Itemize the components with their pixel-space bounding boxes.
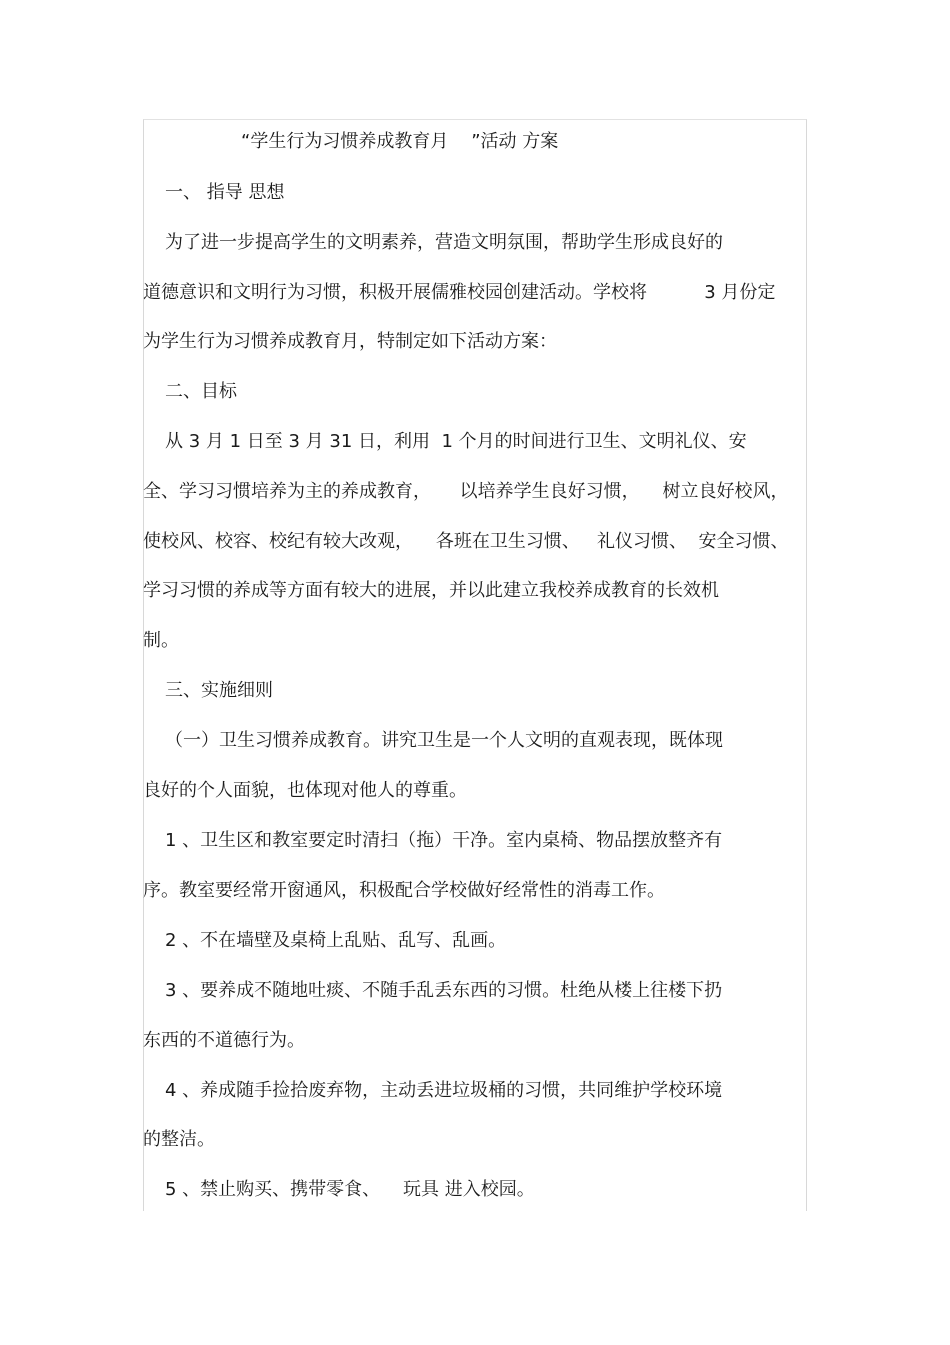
- list-item: 1 、卫生区和教室要定时清扫（拖）干净。室内桌椅、物品摆放整齐有: [165, 830, 723, 851]
- heading-guiding-thought: 一、 指导 思想: [165, 182, 285, 203]
- paragraph-line: 序。教室要经常开窗通风，积极配合学校做好经常性的消毒工作。: [143, 880, 665, 901]
- list-item: 5 、禁止购买、携带零食、 玩具 进入校园。: [165, 1179, 535, 1200]
- paragraph-line: （一）卫生习惯养成教育。讲究卫生是一个人文明的直观表现，既体现: [165, 730, 723, 751]
- paragraph-line: 为了进一步提高学生的文明素养，营造文明氛围，帮助学生形成良好的: [165, 232, 723, 253]
- paragraph-line: 道德意识和文明行为习惯，积极开展儒雅校园创建活动。学校将 3 月份定: [143, 282, 776, 303]
- paragraph-line: 使校风、校容、校纪有较大改观， 各班在卫生习惯、 礼仪习惯、 安全习惯、: [143, 531, 789, 552]
- heading-implementation: 三、实施细则: [165, 680, 273, 701]
- paragraph-line: 的整洁。: [143, 1129, 215, 1150]
- paragraph-line: 为学生行为习惯养成教育月，特制定如下活动方案：: [143, 331, 557, 352]
- list-item: 4 、养成随手捡拾废弃物，主动丢进垃圾桶的习惯，共同维护学校环境: [165, 1080, 723, 1101]
- paragraph-line: 学习习惯的养成等方面有较大的进展，并以此建立我校养成教育的长效机: [143, 580, 719, 601]
- paragraph-line: 良好的个人面貌，也体现对他人的尊重。: [143, 780, 467, 801]
- list-item: 2 、不在墙壁及桌椅上乱贴、乱写、乱画。: [165, 930, 507, 951]
- paragraph-line: 从 3 月 1 日至 3 月 31 日，利用 1 个月的时间进行卫生、文明礼仪、安: [165, 431, 747, 452]
- document-title: “学生行为习惯养成教育月 ”活动 方案: [241, 131, 559, 152]
- paragraph-line: 制。: [143, 630, 179, 651]
- list-item: 3 、要养成不随地吐痰、不随手乱丢东西的习惯。杜绝从楼上往楼下扔: [165, 980, 723, 1001]
- heading-goal: 二、目标: [165, 381, 237, 402]
- paragraph-line: 东西的不道德行为。: [143, 1030, 305, 1051]
- paragraph-line: 全、学习习惯培养为主的养成教育， 以培养学生良好习惯， 树立良好校风，: [143, 481, 789, 502]
